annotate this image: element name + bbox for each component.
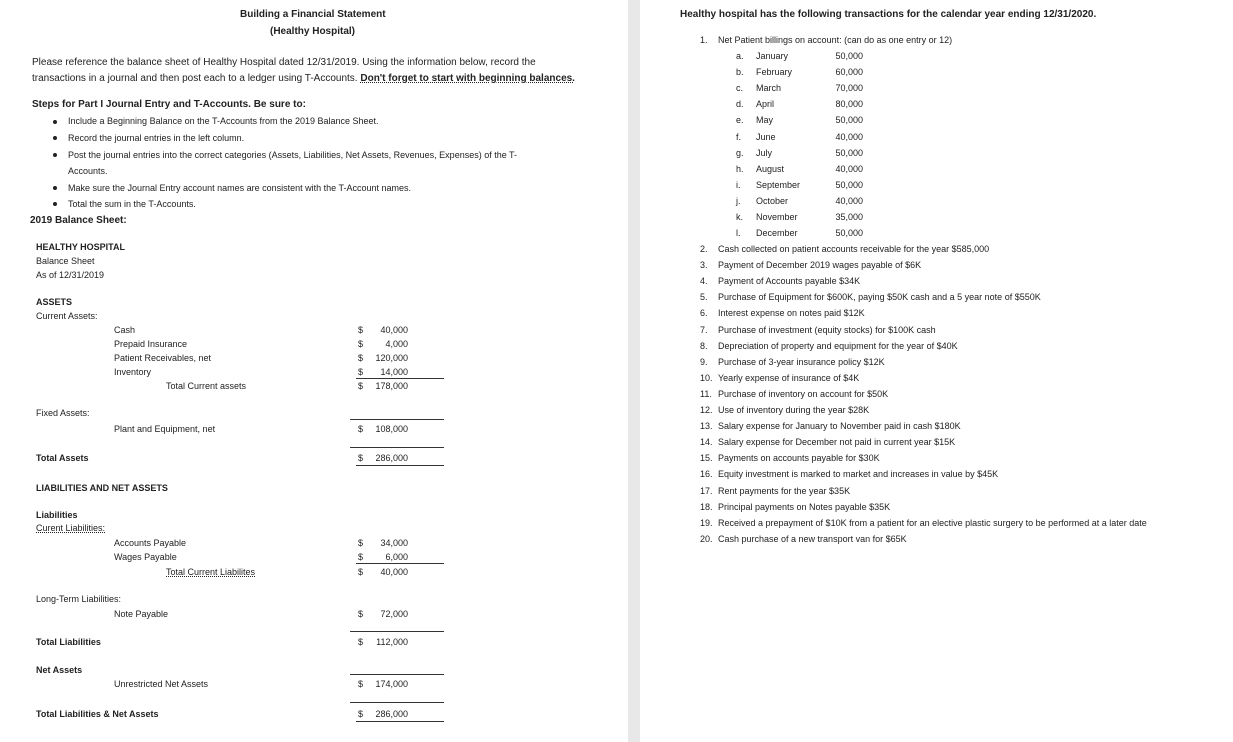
company-name: HEALTHY HOSPITAL <box>36 242 126 252</box>
liability-label-wages: Wages Payable <box>114 552 177 562</box>
bullet-icon <box>53 153 57 157</box>
plant-equipment-label: Plant and Equipment, net <box>114 424 216 434</box>
month-name: September <box>756 179 801 190</box>
item-number: 6. <box>700 308 708 319</box>
bullet-icon <box>53 186 57 190</box>
bullet-icon <box>53 136 57 140</box>
item-number: 20. <box>700 533 713 544</box>
month-amount: 50,000 <box>835 147 863 158</box>
item-number: 1. <box>700 35 708 45</box>
item-text: Salary expense for December not paid in current year $15K <box>718 437 956 448</box>
item-text: Yearly expense of insurance of $4K <box>718 372 860 383</box>
subtotal-rule <box>350 419 444 420</box>
bullet-icon <box>53 202 57 206</box>
month-letter: j. <box>736 195 741 206</box>
liabilities-net-assets-heading: LIABILITIES AND NET ASSETS <box>36 483 168 493</box>
month-letter: l. <box>736 228 741 239</box>
liabilities-heading: Liabilities <box>36 510 78 520</box>
month-name: August <box>756 163 785 174</box>
month-amount: 40,000 <box>835 163 863 174</box>
month-amount: 50,000 <box>835 115 863 126</box>
month-name: May <box>756 115 774 126</box>
item-number: 17. <box>700 485 713 496</box>
liability-label-ap: Accounts Payable <box>114 538 187 548</box>
bullet-icon <box>53 120 57 124</box>
item-number: 2. <box>700 244 708 254</box>
month-amount: 35,000 <box>835 212 863 222</box>
step-item: Record the journal entries in the left column. <box>68 133 245 143</box>
subtotal-rule <box>350 674 444 675</box>
item-number: 10. <box>700 372 713 383</box>
intro-line-2: transactions in a journal and then post each to a ledger using T-Accounts. Don't forget to start with beginning balances. <box>32 73 575 84</box>
month-name: November <box>756 212 798 222</box>
month-letter: k. <box>736 212 744 222</box>
subtotal-rule <box>350 631 444 632</box>
steps-heading: Steps for Part I Journal Entry and T-Accounts. Be sure to: <box>32 99 306 110</box>
item-number: 19. <box>700 517 713 528</box>
month-amount: 50,000 <box>835 51 863 61</box>
total-rule <box>356 465 444 466</box>
item-text: Purchase of inventory on account for $50K <box>718 388 889 399</box>
statement-date: As of 12/31/2019 <box>36 270 105 280</box>
note-payable-label: Note Payable <box>114 609 169 619</box>
month-letter: d. <box>736 99 744 110</box>
item-text: Purchase of 3-year insurance policy $12K <box>718 356 885 367</box>
item-number: 9. <box>700 356 708 367</box>
item-text: Payment of Accounts payable $34K <box>718 276 861 287</box>
current-liabilities-label: Curent Liabilities: <box>36 523 106 533</box>
month-letter: e. <box>736 115 744 126</box>
item-number: 4. <box>700 276 708 287</box>
subtotal-rule <box>350 447 444 448</box>
asset-label-receivables: Patient Receivables, net <box>114 353 212 363</box>
item-number: 16. <box>700 469 713 480</box>
statement-name: Balance Sheet <box>36 256 95 266</box>
item-text: Salary expense for January to November paid in cash $180K <box>718 421 961 432</box>
item-text: Cash collected on patient accounts receivable for the year $585,000 <box>718 244 990 254</box>
month-letter: b. <box>736 67 744 78</box>
month-amount: 80,000 <box>835 99 863 110</box>
asset-label-inventory: Inventory <box>114 367 152 377</box>
unrestricted-net-assets-label: Unrestricted Net Assets <box>114 679 209 689</box>
item-number: 11. <box>700 388 712 399</box>
long-term-liabilities-label: Long-Term Liabilities: <box>36 594 122 604</box>
item-text: Principal payments on Notes payable $35K <box>718 501 891 512</box>
month-amount: 70,000 <box>835 83 863 94</box>
subtotal-rule <box>356 378 444 379</box>
balance-sheet-heading: 2019 Balance Sheet: <box>30 215 127 226</box>
transactions-heading: Healthy hospital has the following transactions for the calendar year ending 12/31/2020. <box>680 9 1097 20</box>
item-number: 15. <box>700 453 713 464</box>
item-text: Interest expense on notes paid $12K <box>718 308 865 319</box>
month-name: March <box>756 83 782 94</box>
step-item: Total the sum in the T-Accounts. <box>68 199 196 209</box>
month-letter: a. <box>736 51 744 61</box>
total-assets-label: Total Assets <box>36 453 89 463</box>
total-current-assets-label: Total Current assets <box>166 381 247 391</box>
assets-heading: ASSETS <box>36 297 73 307</box>
month-amount: 40,000 <box>835 195 863 206</box>
item-number: 8. <box>700 340 708 351</box>
month-name: April <box>756 99 775 110</box>
step-item: Make sure the Journal Entry account names are consistent with the T-Account names. <box>68 183 412 193</box>
month-letter: i. <box>736 179 741 190</box>
month-name: July <box>756 147 773 158</box>
step-item-continued: Accounts. <box>68 166 108 176</box>
right-page <box>640 0 1233 742</box>
total-rule <box>356 721 444 722</box>
step-item: Post the journal entries into the correct categories (Assets, Liabilities, Net Assets, Revenues, Expenses) of the T- <box>68 150 518 160</box>
month-letter: g. <box>736 147 744 158</box>
month-name: January <box>756 51 789 61</box>
month-name: June <box>756 131 776 142</box>
total-liabilities-net-assets-label: Total Liabilities & Net Assets <box>36 709 159 719</box>
doc-title: Building a Financial Statement <box>240 9 386 20</box>
month-name: October <box>756 195 789 206</box>
total-liabilities-label: Total Liabilities <box>36 637 101 647</box>
item-number: 18. <box>700 501 713 512</box>
subtotal-rule <box>350 702 444 703</box>
item-text: Cash purchase of a new transport van for $65K <box>718 533 907 544</box>
intro-emphasis: Don't forget to start with beginning balances. <box>360 73 575 84</box>
item-text: Payment of December 2019 wages payable of $6K <box>718 260 922 271</box>
item-text: Payments on accounts payable for $30K <box>718 453 880 464</box>
item-number: 12. <box>700 405 713 415</box>
item-text: Depreciation of property and equipment for the year of $40K <box>718 340 958 351</box>
item-number: 3. <box>700 260 708 271</box>
total-current-liabilities-label: Total Current Liabilites <box>166 567 256 577</box>
subtotal-rule <box>356 563 444 564</box>
item-text: Purchase of Equipment for $600K, paying $50K cash and a 5 year note of $550K <box>718 292 1041 303</box>
left-page: Building a Financial Statement (Healthy Hospital) Please reference the balance sheet of Healthy Hospital dated 12/31/2019. Using the information below, record the transactions in a journal and then post each to a ledger using T-Accounts. Don't forget to start with beginning balances. Steps for Part I Journal Entry and T-Accounts. Be sure to: Include a Beginning Balance on the T-Accounts from the 2019 Balance Sheet. Record the journal entries in the left column. Post the journal entries into the correct categories (Assets, Liabilities, Net Assets, Revenues, Expenses) of the T- Accounts. Make sure the Journal Entry account names are consistent with the T-Account names. Total the sum in the T-Accounts. 2019 Balance Sheet: HEALTHY HOSPITAL Balance Sheet As of 12/31/2019 ASSETS Current Assets: Cash $ 40,000 Prepaid Insurance $ 4,000 Patient Receivables, net $ 120,000 Inventory $ 14,000 Total Current assets $ 178,000 Fixed Assets: Plant and Equipment, net $ 108,000 Total Assets $ 286,000 LIABILITIES AND NET ASSETS Liabilities Curent Liabilities: Accounts Payable $ 34,000 Wages Payable $ 6,000 Total Current Liabilites $ 40,000 Long-Term Liabilities: Note Payable $ 72,000 Total Liabilities $ 112,000 Net Assets Unrestricted Net Assets $ 174,000 Total Liabilities & Net Assets $ 286,000 <box>0 0 628 742</box>
month-amount: 60,000 <box>835 67 863 78</box>
net-assets-heading: Net Assets <box>36 665 83 675</box>
item-number: 14. <box>700 437 713 448</box>
item-text: Rent payments for the year $35K <box>718 485 851 496</box>
intro-line-1: Please reference the balance sheet of Healthy Hospital dated 12/31/2019. Using the information below, record the <box>32 57 536 68</box>
item-number: 7. <box>700 324 708 335</box>
month-letter: c. <box>736 83 744 94</box>
current-assets-label: Current Assets: <box>36 311 98 321</box>
month-amount: 50,000 <box>835 228 863 239</box>
month-amount: 50,000 <box>835 179 863 190</box>
month-letter: h. <box>736 163 744 174</box>
fixed-assets-label: Fixed Assets: <box>36 408 90 418</box>
item-text: Net Patient billings on account: (can do as one entry or 12) <box>718 35 953 45</box>
month-amount: 40,000 <box>835 131 863 142</box>
item-text: Use of inventory during the year $28K <box>718 405 870 415</box>
step-item: Include a Beginning Balance on the T-Accounts from the 2019 Balance Sheet. <box>68 116 379 126</box>
month-name: February <box>756 67 793 78</box>
asset-label-cash: Cash <box>114 325 136 335</box>
item-number: 5. <box>700 292 708 303</box>
month-letter: f. <box>736 131 742 142</box>
doc-subtitle: (Healthy Hospital) <box>270 26 356 37</box>
item-text: Received a prepayment of $10K from a patient for an elective plastic surgery to be performed at a later date <box>718 517 1147 528</box>
item-number: 13. <box>700 421 713 432</box>
asset-label-prepaid: Prepaid Insurance <box>114 339 188 349</box>
item-text: Equity investment is marked to market and increases in value by $45K <box>718 469 999 480</box>
item-text: Purchase of investment (equity stocks) for $100K cash <box>718 324 936 335</box>
month-name: December <box>756 228 798 239</box>
